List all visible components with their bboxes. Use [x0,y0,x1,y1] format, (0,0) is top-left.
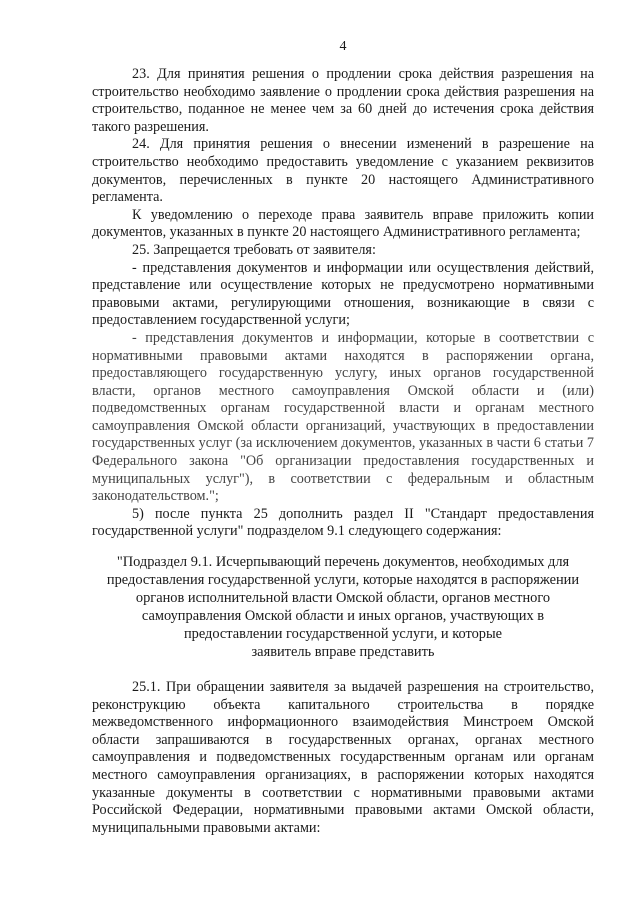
subsection-heading-line: самоуправления Омской области и иных органов, участвующих в [141,608,545,625]
paragraph-25: 25. Запрещается требовать от заявителя: [132,241,376,258]
paragraph-24: 24. Для принятия решения о внесении изменений в разрешение на строительство необходимо предоставить уведомление с указанием реквизитов документов, перечисленных в пункте 20 настоящего Административного регламента. [92,136,594,206]
paragraph-25-item-1: - представления документов и информации или осуществления действий, представление или осуществление которых не предусмотрено нормативными правовыми актами, регулирующими отношения, возникающие в связи с предоставлением государственной услуги; [92,259,594,329]
paragraph-25-item-2: - представления документов и информации, которые в соответствии с нормативными правовыми актами находятся в распоряжении органа, предоставляющего государственную услугу, иных органов государственной власти, органов местного самоуправления Омской области и (или) подведомственных органам государственной власти и органам местного самоуправления Омской области организаций, участвующих в предоставлении государственных услуг (за исключением документов, указанных в части 6 статьи 7 Федерального закона "Об организации предоставления государственных и муниципальных услуг"), в соответствии с федеральным и областным законодательством."; [92,329,594,505]
subsection-heading [92,553,594,661]
paragraph-25-1: 25.1. При обращении заявителя за выдачей разрешения на строительство, реконструкцию объекта капитального строительства в порядке межведомственного информационного взаимодействия Минстроем Омской области запрашиваются в государственных органах, органах местного самоуправления и подведомственных государственным органам или органам местного самоуправления организациях, в распоряжении которых находятся указанные документы в соответствии с нормативными правовыми актами Российской Федерации, нормативными правовыми актами Омской области, муниципальными правовыми актами: [92,679,594,836]
subsection-heading-line: предоставления государственной услуги, которые находятся в распоряжении [106,572,580,589]
subsection-heading-line: "Подраздел 9.1. Исчерпывающий перечень документов, необходимых для [116,554,570,571]
paragraph-notice: К уведомлению о переходе права заявитель вправе приложить копии документов, указанных в пункте 20 настоящего Административного регламента; [92,206,594,241]
subsection-heading-line: органов исполнительной власти Омской области, органов местного [135,590,551,607]
subsection-heading-line: предоставлении государственной услуги, и которые [183,626,503,643]
paragraph-amendment-5: 5) после пункта 25 дополнить раздел II "Стандарт предоставления государственной услуги" подразделом 9.1 следующего содержания: [92,505,594,540]
document-body [92,66,594,837]
paragraph-23: 23. Для принятия решения о продлении срока действия разрешения на строительство необходимо заявление о продлении срока действия разрешения на строительство, поданное не менее чем за 60 дней до истечения срока действия такого разрешения. [92,66,594,135]
subsection-heading-line: заявитель вправе представить [251,644,435,661]
page-number: 4 [339,39,347,54]
